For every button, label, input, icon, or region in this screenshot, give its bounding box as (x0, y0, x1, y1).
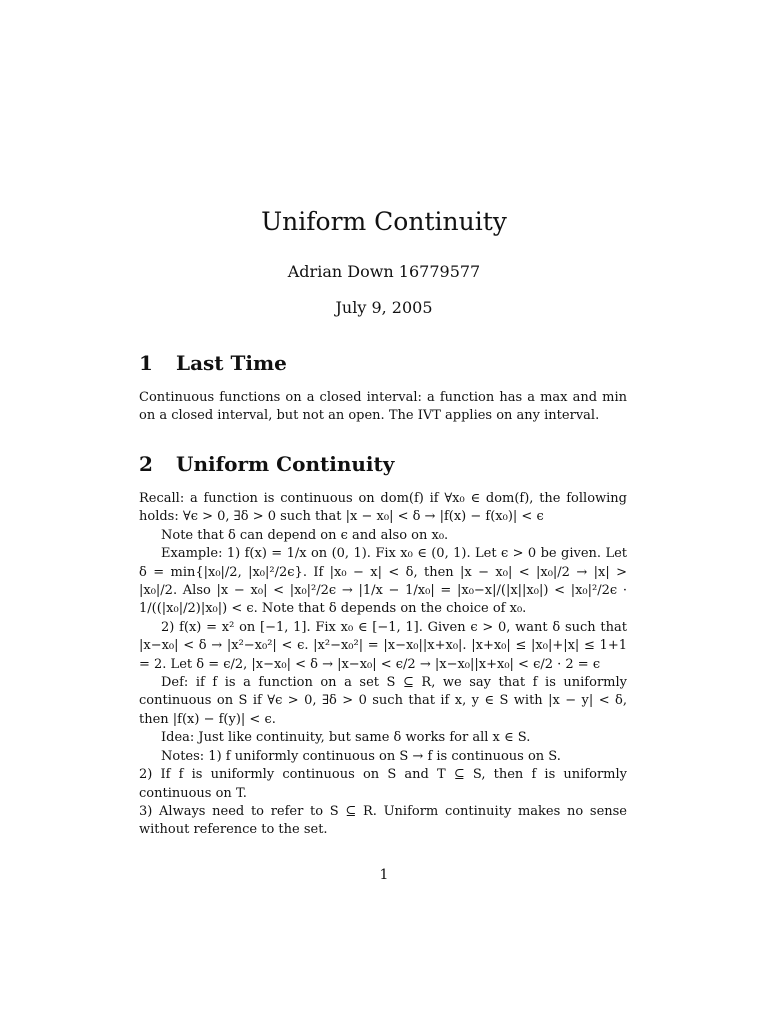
paragraph: Note that δ can depend on ϵ and also on x₀. (161, 527, 449, 543)
paragraph: Example: 1) f(x) = 1/x on (0, 1). Fix x₀ ∈ (0, 1). Let ϵ > 0 be given. Let δ = min{|x₀|/2, |x₀|²/2ϵ}. If |x₀ − x| < δ, then |x − x₀| < |x₀|/2 → |x| > |x₀|/2. Also |x − x₀| < |x₀|²/2ϵ → |1/x − 1/x₀| = |x₀−x|/(|x||x₀|) < |x₀|²/2ϵ · 1/((|x₀|/2)|x₀|) < ϵ. Note that δ depends on the choice of x₀. (139, 546, 627, 617)
section-body-last-time (139, 389, 627, 426)
paragraph: Idea: Just like continuity, but same δ works for all x ∈ S. (161, 730, 531, 746)
paragraph: Continuous functions on a closed interval: a function has a max and min on a closed interval, but not an open. The IVT applies on any interval. (139, 390, 627, 424)
document-author: Adrian Down 16779577 (287, 262, 481, 281)
paragraph: Recall: a function is continuous on dom(f) if ∀x₀ ∈ dom(f), the following holds: ∀ϵ > 0, ∃δ > 0 such that |x − x₀| < δ → |f(x) − f(x₀)| < ϵ (139, 491, 627, 525)
definition-paragraph: Def: if f is a function on a set S ⊆ R, we say that f is uniformly continuous on S if ∀ϵ > 0, ∃δ > 0 such that if x, y ∈ S with |x − y| < δ, then |f(x) − f(y)| < ϵ. (139, 675, 627, 727)
section-number: 1 (139, 351, 153, 375)
page-number: 1 (379, 867, 389, 883)
paragraph: 2) If f is uniformly continuous on S and T ⊆ S, then f is uniformly continuous on T. (139, 767, 627, 801)
paragraph: Notes: 1) f uniformly continuous on S → f is continuous on S. (161, 748, 561, 764)
section-heading-uniform-continuity (139, 452, 394, 476)
paragraph: 3) Always need to refer to S ⊆ R. Uniform continuity makes no sense without reference to the set. (139, 803, 627, 838)
section-title: Last Time (176, 351, 287, 375)
section-title: Uniform Continuity (176, 452, 395, 476)
paragraph: 2) f(x) = x² on [−1, 1]. Fix x₀ ∈ [−1, 1]. Given ϵ > 0, want δ such that |x−x₀| < δ → |x²−x₀²| < ϵ. |x²−x₀²| = |x−x₀||x+x₀|. |x+x₀| ≤ |x₀|+|x| ≤ 1+1 = 2. Let δ = ϵ/2, |x−x₀| < δ → |x−x₀| < ϵ/2 → |x−x₀||x+x₀| < ϵ/2 · 2 = ϵ (139, 619, 627, 672)
document-title: Uniform Continuity (261, 207, 507, 236)
document-date: July 9, 2005 (335, 298, 433, 317)
section-number: 2 (139, 452, 153, 476)
section-body-uniform-continuity (139, 490, 627, 840)
section-heading-last-time (139, 351, 287, 375)
